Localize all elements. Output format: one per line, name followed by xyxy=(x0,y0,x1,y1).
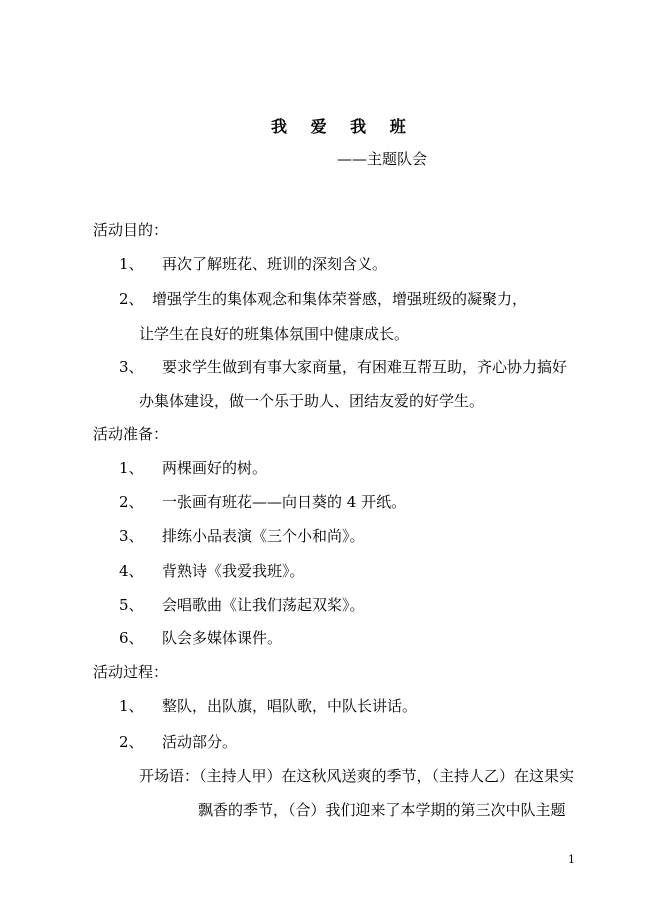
preparation-item-number: 4、 xyxy=(119,562,144,580)
preparation-item-number: 5、 xyxy=(119,596,144,614)
purpose-item-text: 再次了解班花、班训的深刻含义。 xyxy=(162,255,388,273)
section-heading-purpose: 活动目的： xyxy=(93,221,169,239)
preparation-item-number: 3、 xyxy=(119,527,144,545)
preparation-item-text: 两棵画好的树。 xyxy=(162,459,268,477)
process-item-number: 1、 xyxy=(119,697,144,715)
purpose-item-text: 增强学生的集体观念和集体荣誉感，增强班级的凝聚力， xyxy=(152,290,528,308)
purpose-item-text-continued: 让学生在良好的班集体氛围中健康成长。 xyxy=(139,325,410,343)
section-heading-process: 活动过程： xyxy=(93,663,169,681)
preparation-item-text: 排练小品表演《三个小和尚》。 xyxy=(162,527,365,545)
preparation-item-number: 2、 xyxy=(119,493,144,511)
opening-remarks-line: 飘香的季节，（合）我们迎来了本学期的第三次中队主题 xyxy=(198,801,566,819)
document-subtitle: ——主题队会 xyxy=(337,150,428,168)
purpose-item-text: 要求学生做到有事大家商量，有困难互帮互助，齐心协力搞好 xyxy=(162,358,568,376)
opening-remarks-line: 开场语：（主持人甲）在这秋风送爽的季节，（主持人乙）在这果实 xyxy=(139,767,575,785)
document-title: 我 爱 我 班 xyxy=(271,117,415,136)
preparation-item-number: 6、 xyxy=(119,629,144,647)
purpose-item-number: 1、 xyxy=(119,255,144,273)
process-item-number: 2、 xyxy=(119,733,144,751)
page-number: 1 xyxy=(568,853,575,866)
process-item-text: 活动部分。 xyxy=(162,733,238,751)
purpose-item-number: 2、 xyxy=(119,290,144,308)
preparation-item-text: 背熟诗《我爱我班》。 xyxy=(162,562,305,580)
preparation-item-text: 队会多媒体课件。 xyxy=(162,629,283,647)
process-item-text: 整队，出队旗，唱队歌，中队长讲话。 xyxy=(162,697,418,715)
purpose-item-number: 3、 xyxy=(119,358,144,376)
preparation-item-text: 会唱歌曲《让我们荡起双桨》。 xyxy=(162,596,365,614)
preparation-item-number: 1、 xyxy=(119,459,144,477)
preparation-item-text: 一张画有班花——向日葵的 4 开纸。 xyxy=(162,493,407,511)
section-heading-preparation: 活动准备： xyxy=(93,425,169,443)
purpose-item-text-continued: 办集体建设，做一个乐于助人、团结友爱的好学生。 xyxy=(139,392,485,410)
